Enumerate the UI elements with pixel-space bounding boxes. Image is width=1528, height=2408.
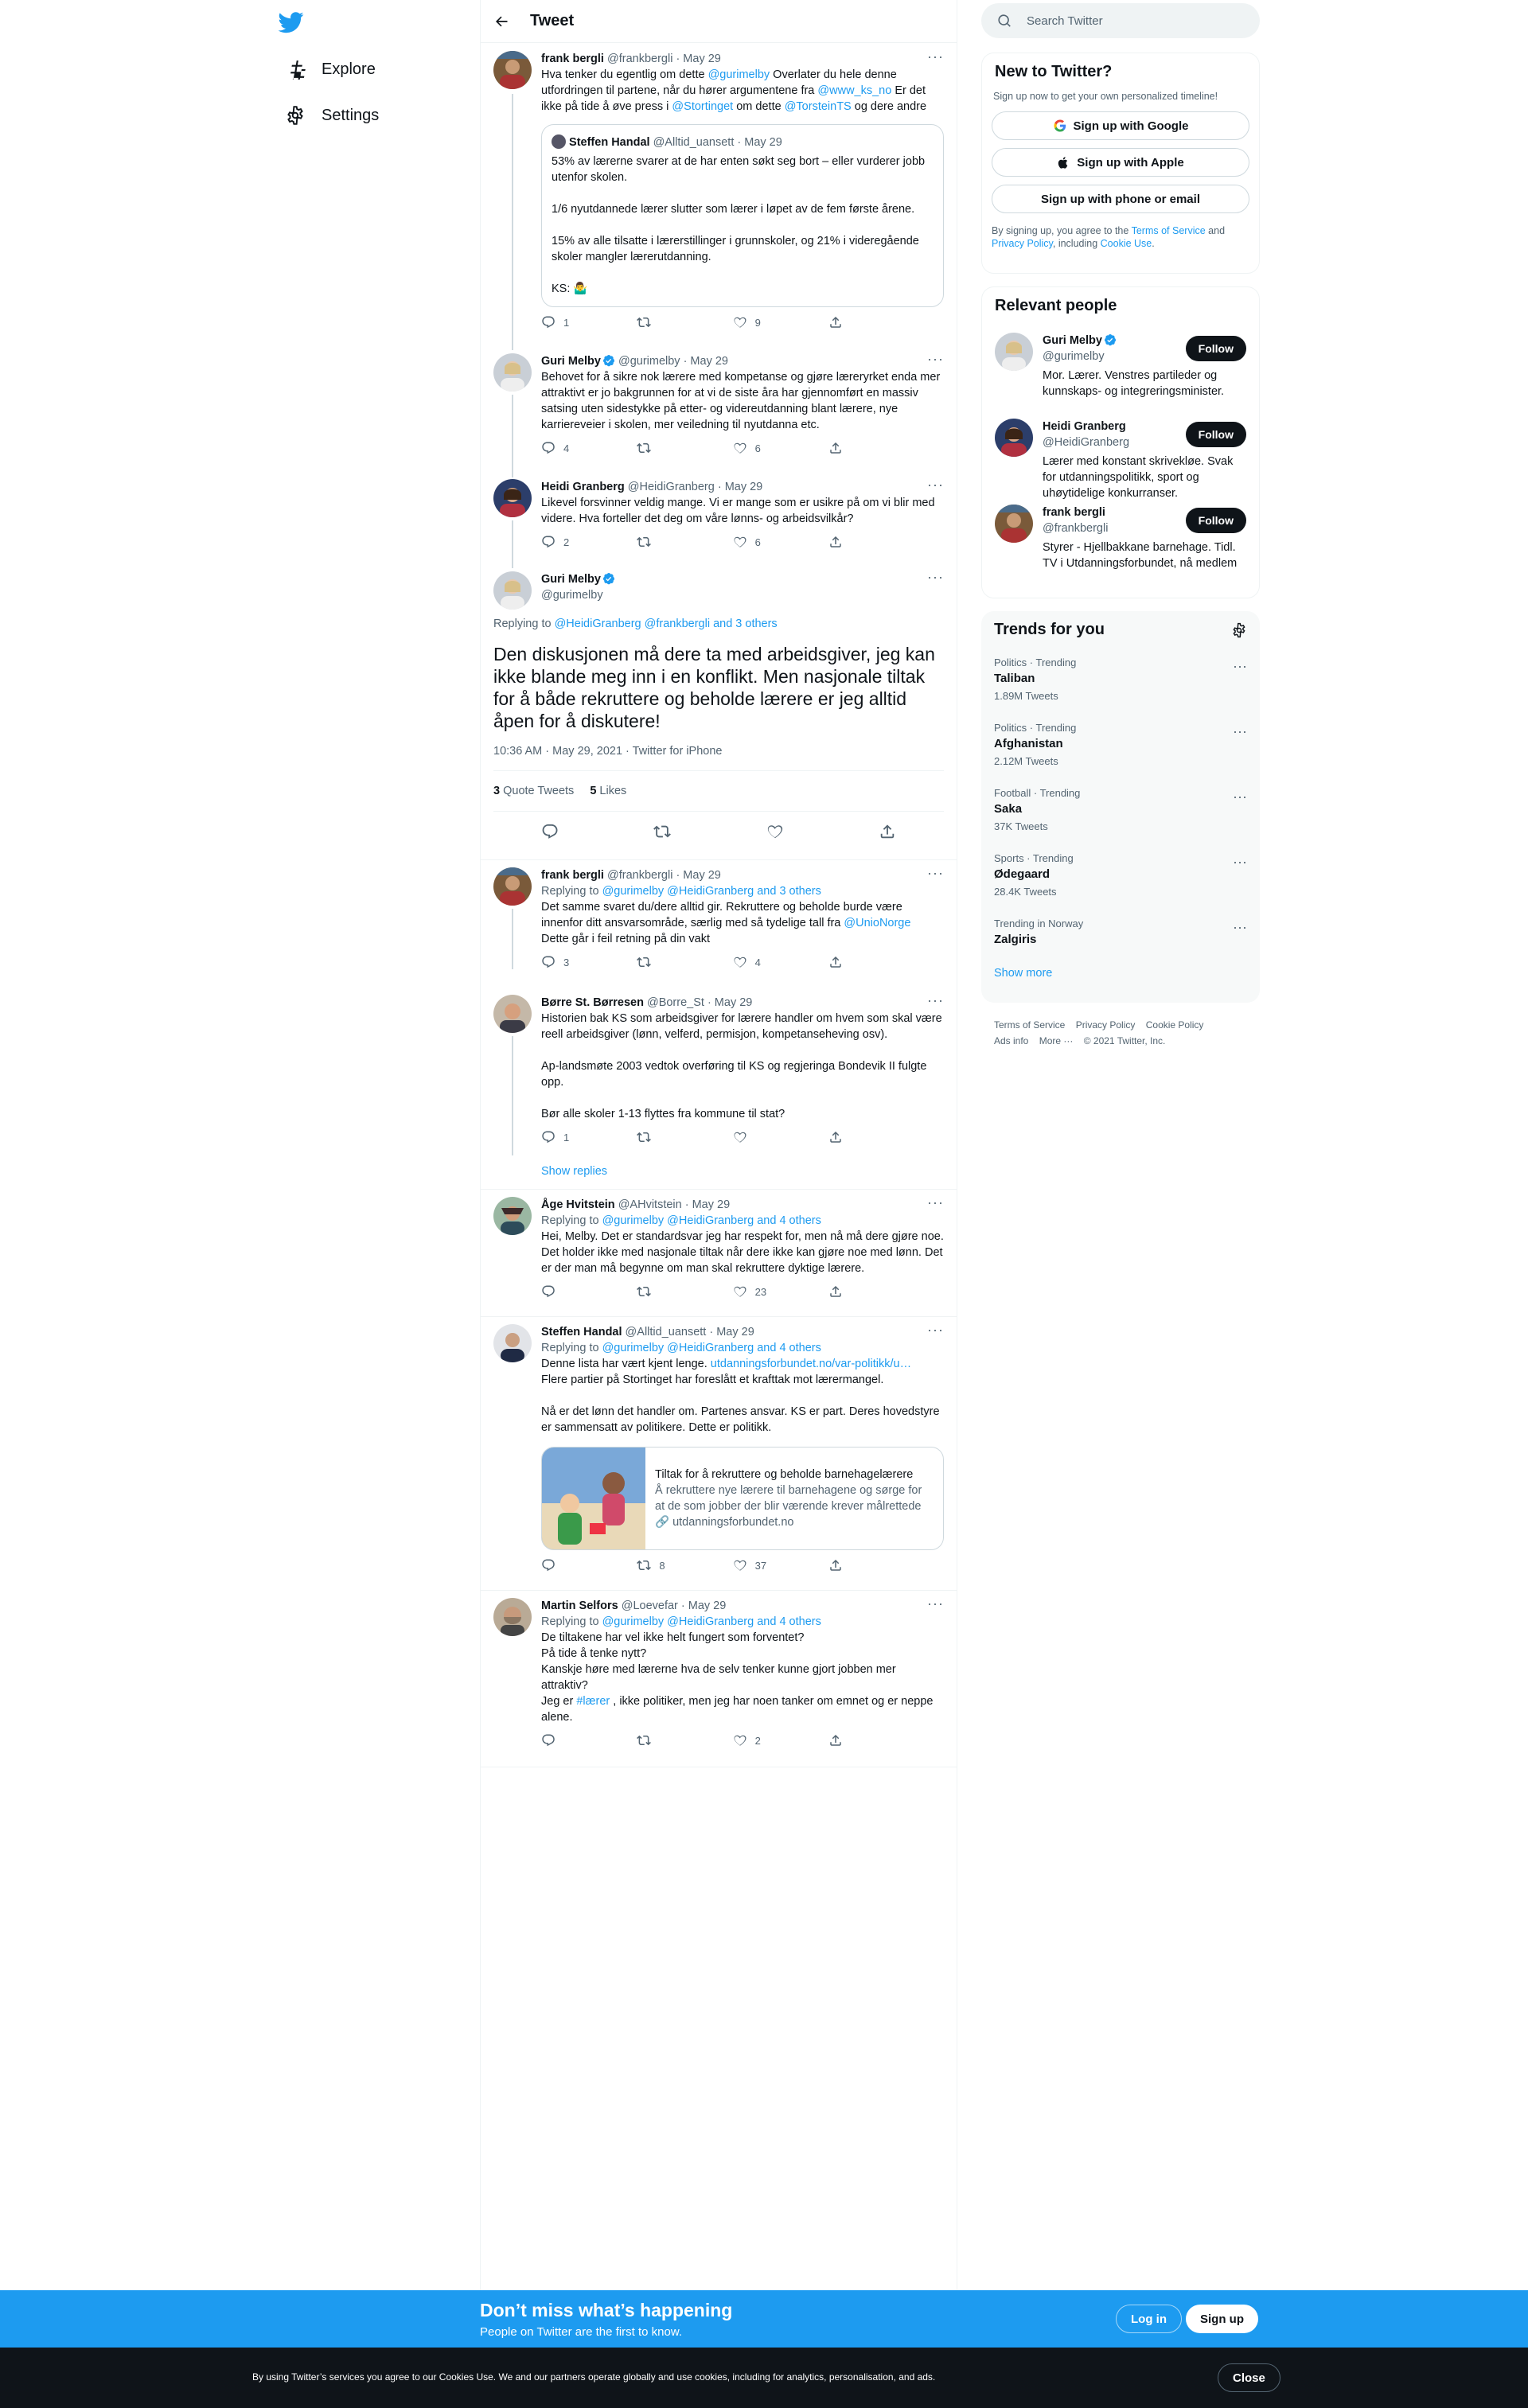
link-card-image [542,1448,645,1550]
tweet[interactable] [493,479,944,549]
tweet-actions [541,1558,879,1572]
author-handle[interactable]: @Loevefar [621,1599,678,1612]
person-card[interactable] [982,411,1259,500]
avatar[interactable] [493,995,532,1033]
cookie-consent-bar [0,2348,1528,2408]
follow-button[interactable]: Follow [1186,508,1246,533]
avatar[interactable] [493,1598,532,1636]
author-handle[interactable]: @HeidiGranberg [627,481,715,493]
new-to-twitter-panel [981,53,1260,274]
panel-title: Trends for you [994,621,1105,638]
retweet-button[interactable] [637,315,688,329]
privacy-link[interactable]: Privacy Policy [992,238,1053,249]
heart-icon [733,535,747,549]
more-icon[interactable]: ··· [927,569,944,585]
mention-link[interactable]: @www_ks_no [817,84,892,97]
trend-item[interactable] [981,714,1260,779]
replying-to-links[interactable]: @gurimelby @HeidiGranberg and 3 others [602,885,821,898]
retweet-icon[interactable] [653,823,671,840]
trend-name: Afghanistan [994,737,1063,750]
share-icon [828,441,843,455]
retweet-button[interactable] [637,535,688,549]
trend-count: 2.12M Tweets [994,755,1058,767]
reply-icon [541,955,555,969]
avatar[interactable] [995,419,1033,457]
engagement-stats [493,770,944,812]
author-name[interactable]: Heidi Granberg [541,481,625,493]
reply-button[interactable]: 1 [541,1130,592,1144]
person-name[interactable]: Heidi Granberg [1043,420,1126,433]
likes-stat[interactable]: 5 Likes [590,785,627,797]
tweet[interactable] [493,51,944,329]
tweet-date[interactable]: · May 29 [684,1198,731,1211]
replying-to-links[interactable]: @HeidiGranberg @frankbergli and 3 others [554,618,778,630]
more-icon[interactable]: ··· [927,351,944,367]
author-name[interactable]: frank bergli [541,869,604,882]
share-button[interactable] [828,955,879,969]
tweet-date[interactable]: · May 29 [717,481,763,493]
back-arrow-icon[interactable] [493,14,509,29]
heart-icon [733,1130,747,1144]
avatar[interactable] [493,571,532,610]
tweet-date[interactable]: · May 29 [676,53,721,65]
tweet-actions [541,1733,879,1748]
avatar[interactable] [995,333,1033,371]
tweet-text: De tiltakene har vel ikke helt fungert som forventet? På tide å tenke nytt? Kanskje høre med lærerne hva de selv tenker kunne gjort jobben mer attraktiv? Jeg er #lærer , ikke politiker, men jeg har noen tanker om emnet og er neppe alene. [541,1631,934,1724]
google-icon [1053,119,1067,133]
search-input[interactable]: Search Twitter [1027,14,1103,28]
footer-terms-link[interactable]: Terms of Service [994,1019,1066,1031]
trend-category: Sports · Trending [994,852,1074,864]
author-handle[interactable]: @gurimelby [541,589,603,602]
person-bio: Mor. Lærer. Venstres partileder og kunnskaps- og integreringsminister. [1043,369,1225,398]
share-button[interactable] [828,441,879,455]
heart-icon[interactable] [766,823,784,840]
more-icon[interactable]: ··· [927,1596,944,1611]
mention-link[interactable]: @TorsteinTS [784,100,852,113]
search-bar[interactable] [981,3,1260,38]
person-handle: @frankbergli [1043,522,1109,535]
person-bio: Lærer med konstant skrivekløe. Svak for utdanningspolitikk, sport og uhøytidelige konkurranser. [1043,455,1234,500]
share-button[interactable] [828,1284,879,1299]
verified-badge-icon [602,354,615,367]
reply-tweet[interactable] [493,867,944,969]
avatar[interactable] [493,867,532,906]
like-button[interactable]: 6 [733,535,784,549]
tweet-date: · May 29 [737,136,782,149]
reply-button[interactable]: 4 [541,441,592,455]
tweet-date[interactable]: · May 29 [709,1326,754,1338]
tweet-actions [541,1284,879,1299]
person-handle: @gurimelby [1043,350,1105,363]
retweet-icon [637,535,651,549]
reply-button[interactable] [541,1558,592,1572]
person-card[interactable] [982,497,1259,583]
twitter-logo-icon[interactable] [279,10,304,35]
heart-icon [733,1284,747,1299]
signup-apple-button[interactable]: Sign up with Apple [992,148,1249,177]
hashtag-icon [285,59,306,80]
tweet-date[interactable]: · May 29 [680,1599,727,1612]
avatar [552,134,566,149]
signup-legal-text: By signing up, you agree to the Terms of Service and Privacy Policy, including Cookie Use. [992,225,1226,249]
more-icon[interactable]: ··· [927,477,944,493]
reply-icon [541,1733,555,1748]
trend-category: Football · Trending [994,787,1081,799]
reply-tweet[interactable] [493,1324,944,1572]
author-handle[interactable]: @frankbergli [607,869,673,882]
like-button[interactable]: 6 [733,441,784,455]
author-handle: @Alltid_uansett [653,136,735,149]
retweet-icon [637,1733,651,1748]
retweet-icon [637,1558,651,1572]
heart-icon [733,955,747,969]
author-name[interactable]: Guri Melby [541,573,601,586]
apple-icon [1057,156,1070,169]
trend-item[interactable] [981,910,1260,957]
mention-link[interactable]: @gurimelby [707,68,770,81]
reply-icon[interactable] [541,823,559,840]
like-button[interactable]: 4 [733,955,784,969]
mention-link[interactable]: @Stortinget [672,100,734,113]
primary-column [480,0,957,2290]
nav-explore[interactable] [277,51,384,88]
replying-to: Replying to @gurimelby @HeidiGranberg and 4 others [541,1214,821,1227]
trend-category: Politics · Trending [994,722,1077,734]
retweet-button[interactable] [637,1284,688,1299]
follow-button[interactable]: Follow [1186,336,1246,361]
author-name[interactable]: Guri Melby [541,355,601,368]
replying-to: Replying to @gurimelby @HeidiGranberg and 4 others [541,1342,821,1354]
url-link[interactable]: utdanningsforbundet.no/var-politikk/u… [710,1358,912,1370]
panel-title: New to Twitter? [995,63,1113,80]
tweet-text: Hei, Melby. Det er standardsvar jeg har respekt for, men nå må dere gjøre noe. Det holder ikke med nasjonale tiltak når dere ikke kan gjøre noe med lønn. Det er der man må begynne om man skal rekruttere dyktige lærere. [541,1230,944,1275]
person-name[interactable]: frank bergli [1043,506,1105,519]
link-card-description: Å rekruttere nye lærere til barnehagene og sørge for at de som jobber der blir værende krever målrettede [655,1484,922,1513]
reply-button[interactable] [541,1733,592,1748]
signup-google-button[interactable]: Sign up with Google [992,111,1249,140]
retweet-icon [637,1130,651,1144]
verified-badge-icon [602,572,615,585]
link-card-domain: 🔗 utdanningsforbundet.no [655,1516,794,1529]
tweet-timestamp[interactable]: 10:36 AM · May 29, 2021 · Twitter for iPhone [493,745,723,758]
avatar[interactable] [995,505,1033,543]
retweet-button[interactable] [637,1130,688,1144]
reply-icon [541,1558,555,1572]
page-title: Tweet [530,12,575,29]
share-icon [828,1558,843,1572]
retweet-icon [637,315,651,329]
banner-title: Don’t miss what’s happening [480,2300,733,2320]
main-tweet-text: Den diskusjonen må dere ta med arbeidsgiver, jeg kan ikke blande meg inn i en konflikt. Men nasjonale tiltak for å både rekruttere og beholde lærere er jeg alltid åpen for å diskutere! [493,644,935,731]
share-icon [828,955,843,969]
main-tweet[interactable] [493,571,944,851]
reply-tweet[interactable] [493,1598,944,1748]
replying-to: Replying to @gurimelby @HeidiGranberg and 3 others [541,885,821,898]
trend-item[interactable] [981,844,1260,910]
author-name: Steffen Handal [569,136,650,149]
replying-to-links[interactable]: @gurimelby @HeidiGranberg and 4 others [602,1214,821,1227]
footer-ads-link[interactable]: Ads info [994,1035,1029,1046]
login-button[interactable]: Log in [1116,2305,1182,2333]
quoted-tweet[interactable] [541,124,944,307]
retweet-icon [637,1284,651,1299]
author-name[interactable]: frank bergli [541,53,604,65]
share-icon[interactable] [879,823,896,840]
replying-to: Replying to @HeidiGranberg @frankbergli and 3 others [493,618,778,630]
more-icon[interactable]: ··· [927,1322,944,1338]
gear-icon[interactable] [1231,622,1247,638]
column-header [481,0,957,43]
replying-to-links[interactable]: @gurimelby @HeidiGranberg and 4 others [602,1342,821,1354]
trends-panel [981,611,1260,1003]
signup-banner [0,2290,1528,2348]
search-icon [997,14,1012,29]
author-handle[interactable]: @Borre_St [646,996,704,1009]
like-button[interactable]: 2 [733,1733,784,1748]
footer-privacy-link[interactable]: Privacy Policy [1075,1019,1136,1031]
like-button[interactable]: 9 [733,315,784,329]
show-more-link[interactable]: Show more [994,967,1053,980]
like-button[interactable] [733,1130,784,1144]
signup-phone-email-button[interactable]: Sign up with phone or email [992,185,1249,213]
more-icon[interactable]: ··· [1233,919,1247,935]
nav-settings-label: Settings [322,106,380,124]
trend-name: Ødegaard [994,867,1050,881]
cookie-text: By using Twitter’s services you agree to our Cookies Use. We and our partners operate globally and use cookies, including for analytics, personalisation, and ads. [252,2371,936,2383]
link-card-title: Tiltak for å rekruttere og beholde barnehagelærere [655,1468,914,1481]
author-name[interactable]: Åge Hvitstein [541,1198,615,1211]
replying-to-links[interactable]: @gurimelby @HeidiGranberg and 4 others [602,1615,821,1628]
reply-icon [541,441,555,455]
share-icon [828,1733,843,1748]
reply-button[interactable]: 2 [541,535,592,549]
person-bio: Styrer - Hjellbakkane barnehage. Tidl. TV i Utdanningsforbundet, nå medlem [1043,541,1238,570]
quote-tweets-stat[interactable]: 3 Quote Tweets [493,785,575,797]
retweet-button[interactable] [637,441,688,455]
avatar[interactable] [493,353,532,392]
footer-copyright: © 2021 Twitter, Inc. [1083,1035,1166,1046]
tweet-text: Denne lista har vært kjent lenge. utdanningsforbundet.no/var-politikk/u… Flere partier på Stortinget har foreslått et krafttak mot lærermangel. Nå er det lønn det handler om. Partenes ansvar. KS er part. Deres hovedstyre er sammensatt av politikere. Dette er politikk. [541,1358,940,1434]
heart-icon [733,1558,747,1572]
trend-name: Saka [994,802,1023,816]
retweet-icon [637,441,651,455]
tweet-text: Likevel forsvinner veldig mange. Vi er mange som er usikre på om vi blir med videre. Hva forteller det deg om våre lønns- og arbeidsvilkår? [541,497,935,525]
mention-link[interactable]: @UnioNorge [844,917,911,929]
follow-button[interactable]: Follow [1186,422,1246,447]
trend-count: 28.4K Tweets [994,886,1057,898]
trend-count: 37K Tweets [994,820,1048,832]
trend-name: Zalgiris [994,933,1037,946]
footer-more-link[interactable]: More ··· [1039,1035,1074,1046]
close-button[interactable]: Close [1218,2363,1280,2392]
share-button[interactable] [828,1130,879,1144]
trend-count: 1.89M Tweets [994,690,1058,702]
relevant-people-panel [981,286,1260,598]
avatar[interactable] [493,1197,532,1235]
panel-subtitle: Sign up now to get your own personalized timeline! [993,91,1218,102]
panel-title: Relevant people [995,297,1117,314]
reply-tweet[interactable] [493,992,944,1144]
show-replies-link[interactable]: Show replies [541,1165,608,1178]
heart-icon [733,1733,747,1748]
more-icon[interactable]: ··· [1233,723,1247,739]
avatar[interactable] [493,479,532,517]
tweet-date[interactable]: · May 29 [683,355,728,368]
tweet-text: Det samme svaret du/dere alltid gir. Rekruttere og beholde burde være innenfor ditt ansvarsområde, særlig med så tydelige tall fra @UnioNorge Dette går i feil retning på din vakt [541,901,911,945]
tweet-actions [541,315,879,329]
tweet-text: Historien bak KS som arbeidsgiver for lærere handler om hvem som skal være reell arbeidsgiver (lønn, velferd, permisjon, kompetanseheving osv). Ap-landsmøte 2003 vedtok overføring til KS og regjeringa Bondevik II fulgte opp. Bør alle skoler 1-13 flyttes fra kommune til stat? [541,1012,942,1120]
quoted-text: 53% av lærerne svarer at de har enten søkt seg bort – eller vurderer jobb utenfor skolen. 1/6 nyutdannede lærer slutter som lærer i løpet av de fem første årene. 15% av alle tilsatte i lærerstillinger i grunnskoler, og 21% i videregående skoler mangler lærerutdanning. KS: 🤷‍♂️ [552,155,926,295]
retweet-button[interactable]: 8 [637,1558,688,1572]
footer-links [994,1017,1249,1049]
like-button[interactable]: 37 [733,1558,784,1572]
main-tweet-actions [493,812,944,851]
share-icon [828,535,843,549]
terms-link[interactable]: Terms of Service [1131,225,1206,236]
like-button[interactable]: 23 [733,1284,784,1299]
author-handle[interactable]: @frankbergli [607,53,673,65]
reply-button[interactable]: 1 [541,315,592,329]
trend-category: Politics · Trending [994,657,1077,668]
reply-tweet[interactable] [493,1194,944,1299]
tweet-actions [541,955,879,969]
tweet-date[interactable]: · May 29 [676,869,721,882]
author-handle[interactable]: @AHvitstein [618,1198,682,1211]
signup-button[interactable]: Sign up [1186,2305,1258,2333]
avatar[interactable] [493,1324,532,1362]
reply-icon [541,1130,555,1144]
tweet-text: Behovet for å sikre nok lærere med kompetanse og gjøre læreryrket enda mer attraktivt er jo bakgrunnen for at vi de siste åra har gjennomført en massiv satsing uten sidestykke på etter- og videreutdanning blant lærere, nye karriereveier i skolen, mer veiledning til nyutdanna etc. [541,371,941,431]
share-icon [828,1284,843,1299]
retweet-button[interactable] [637,955,688,969]
gear-icon [285,105,306,126]
share-button[interactable] [828,315,879,329]
share-icon [828,315,843,329]
heart-icon [733,441,747,455]
trend-category: Trending in Norway [994,918,1084,929]
nav-explore-label: Explore [322,60,376,78]
author-name[interactable]: Steffen Handal [541,1326,622,1338]
more-icon[interactable]: ··· [927,992,944,1008]
share-button[interactable] [828,535,879,549]
trend-name: Taliban [994,672,1035,685]
banner-subtitle: People on Twitter are the first to know. [480,2325,683,2339]
person-name[interactable]: Guri Melby [1043,334,1102,347]
author-handle[interactable]: @gurimelby [618,355,680,368]
heart-icon [733,315,747,329]
trend-item[interactable] [981,779,1260,844]
tweet-text: Hva tenker du egentlig om dette @gurimelby Overlater du hele denne utfordringen til partene, når du hører argumentene fra @www_ks_no Er det ikke på tide å øve press i @Stortinget om dette @TorsteinTS og dere andre [541,68,927,113]
more-icon[interactable]: ··· [927,49,944,64]
more-icon[interactable]: ··· [1233,658,1247,674]
more-icon[interactable]: ··· [1233,789,1247,805]
nav-settings[interactable] [277,97,387,134]
author-handle[interactable]: @Alltid_uansett [625,1326,707,1338]
tweet-actions [541,1130,879,1144]
more-icon[interactable]: ··· [927,1194,944,1210]
tweet-actions [541,535,879,549]
share-button[interactable] [828,1733,879,1748]
cookie-link[interactable]: Cookie Use [1100,238,1152,249]
reply-button[interactable]: 3 [541,955,592,969]
footer-cookie-link[interactable]: Cookie Policy [1145,1019,1204,1031]
share-icon [828,1130,843,1144]
person-handle: @HeidiGranberg [1043,436,1130,449]
author-name[interactable]: Martin Selfors [541,1599,618,1612]
hashtag-link[interactable]: #lærer [576,1695,610,1708]
reply-icon [541,315,555,329]
reply-icon [541,535,555,549]
replying-to: Replying to @gurimelby @HeidiGranberg and 4 others [541,1615,821,1628]
link-card[interactable] [541,1447,944,1550]
more-icon[interactable]: ··· [927,865,944,881]
more-icon[interactable]: ··· [1233,854,1247,870]
verified-badge-icon [1104,333,1117,346]
avatar[interactable] [493,51,532,89]
retweet-button[interactable] [637,1733,688,1748]
person-card[interactable] [982,325,1259,411]
tweet[interactable] [493,353,944,455]
retweet-icon [637,955,651,969]
author-name[interactable]: Børre St. Børresen [541,996,644,1009]
reply-icon [541,1284,555,1299]
share-button[interactable] [828,1558,879,1572]
reply-button[interactable] [541,1284,592,1299]
tweet-date[interactable]: · May 29 [707,996,753,1009]
tweet-actions [541,441,879,455]
trend-item[interactable] [981,649,1260,714]
